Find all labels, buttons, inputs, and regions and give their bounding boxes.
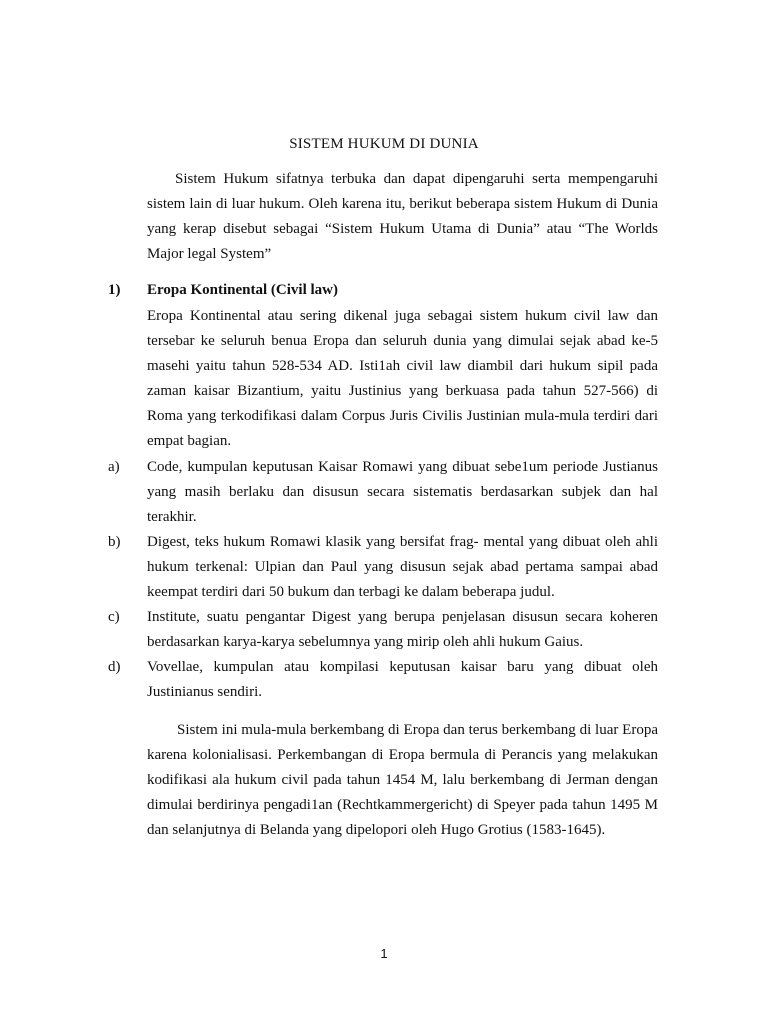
section-list: [108, 455, 658, 705]
list-marker: a): [108, 459, 120, 475]
section-number: 1): [108, 282, 121, 298]
list-marker: c): [108, 609, 120, 625]
document-title: SISTEM HUKUM DI DUNIA: [289, 136, 479, 152]
section-heading: [108, 282, 338, 299]
list-item: [108, 530, 658, 605]
list-item-text: Digest, teks hukum Romawi klasik yang bersifat frag- mental yang dibuat oleh ahli hukum terkenal: Ulpian dan Paul yang disusun sejak abad pertama sampai abad keempat terdiri dari 50 bukum dan terbagi ke dalam beberapa judul.: [147, 534, 658, 600]
page-number: 1: [380, 946, 388, 961]
list-item: [108, 655, 658, 705]
list-item-text: Code, kumpulan keputusan Kaisar Romawi yang dibuat sebe1um periode Justianus yang masih berlaku dan disusun secara sistematis berdasarkan subjek dan hal terakhir.: [147, 459, 658, 525]
list-item-text: Vovellae, kumpulan atau kompilasi keputusan kaisar baru yang dibuat oleh Justinianus sendiri.: [147, 659, 658, 700]
list-item: [108, 455, 658, 530]
list-item: [108, 605, 658, 655]
section-body-paragraph: Eropa Kontinental atau sering dikenal juga sebagai sistem hukum civil law dan tersebar ke seluruh benua Eropa dan seluruh dunia yang dimulai sejak abad ke-5 masehi yaitu tahun 528-534 AD. Isti1ah civil law diambil dari hukum sipil pada zaman kaisar Bizantium, yaitu Justinius yang berkuasa pada tahun 527-566) di Roma yang terkodifikasi dalam Corpus Juris Civilis Justinian mula-mula terdiri dari empat bagian.: [147, 308, 658, 449]
closing-paragraph: Sistem ini mula-mula berkembang di Eropa dan terus berkembang di luar Eropa karena kolonialisasi. Perkembangan di Eropa bermula di Perancis yang melakukan kodifikasi ala hukum civil pada tahun 1454 M, lalu berkembang di Jerman dengan dimulai berdirinya pengadi1an (Rechtkammergericht) di Speyer pada tahun 1495 M dan selanjutnya di Belanda yang dipelopori oleh Hugo Grotius (1583-1645).: [147, 722, 658, 838]
list-marker: b): [108, 534, 121, 550]
list-marker: d): [108, 659, 121, 675]
section-title: Eropa Kontinental (Civil law): [147, 282, 338, 298]
list-item-text: Institute, suatu pengantar Digest yang berupa penjelasan disusun secara koheren berdasarkan karya-karya sebelumnya yang mirip oleh ahli hukum Gaius.: [147, 609, 658, 650]
intro-paragraph: Sistem Hukum sifatnya terbuka dan dapat dipengaruhi serta mempengaruhi sistem lain di luar hukum. Oleh karena itu, berikut beberapa sistem Hukum di Dunia yang kerap disebut sebagai “Sistem Hukum Utama di Dunia” atau “The Worlds Major legal System”: [147, 171, 658, 262]
